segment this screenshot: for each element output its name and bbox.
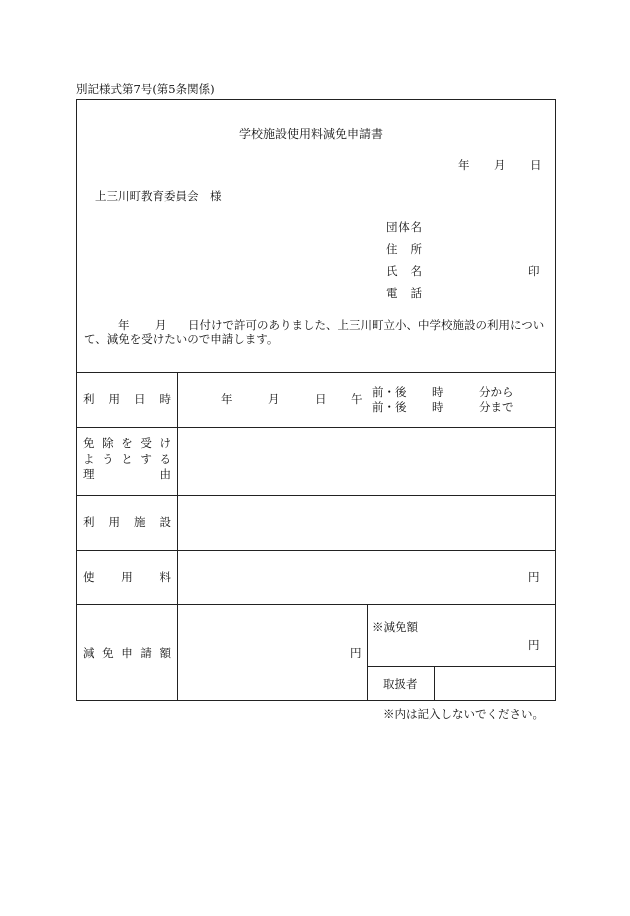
row-divider <box>367 666 556 667</box>
statement-line2: て、減免を受けたいので申請します。 <box>84 332 279 346</box>
usage-day-label: 日 <box>315 392 327 406</box>
statement-line1: 日付けで許可のありました、上三川町立小、中学校施設の利用につい <box>188 318 545 332</box>
start-minute-label: 分から <box>479 385 514 399</box>
date-year-label: 年 <box>458 158 470 172</box>
row-divider <box>76 495 556 496</box>
applicant-phone-label: 電 話 <box>386 286 422 300</box>
seal-label: 印 <box>528 264 540 278</box>
footnote: ※内は記入しないでください。 <box>383 707 544 721</box>
statement-year: 年 <box>118 318 130 332</box>
label-column-divider <box>177 372 178 701</box>
date-day-label: 日 <box>530 158 542 172</box>
addressee: 上三川町教育委員会 様 <box>95 189 222 203</box>
statement-month: 月 <box>155 318 167 332</box>
start-hour-label: 時 <box>432 385 444 399</box>
facility-label: 利 用 施 設 <box>83 515 171 529</box>
exemption-reason-label: 免 除 を 受 け よ う と す る 理 由 <box>83 436 171 481</box>
reduction-request-label: 減 免 申 請 額 <box>83 646 171 660</box>
fee-unit: 円 <box>528 570 540 584</box>
handler-label: 取扱者 <box>383 677 418 691</box>
applicant-name-label: 氏 名 <box>386 264 422 278</box>
applicant-address-label: 住 所 <box>386 242 422 256</box>
start-ampm-label: 前・後 <box>372 385 407 399</box>
end-minute-label: 分まで <box>479 400 514 414</box>
date-month-label: 月 <box>494 158 506 172</box>
row-divider <box>76 550 556 551</box>
column-divider <box>434 666 435 701</box>
applicant-organization-label: 団 体 名 <box>386 220 422 234</box>
end-ampm-label: 前・後 <box>372 400 407 414</box>
usage-year-label: 年 <box>221 392 233 406</box>
row-divider <box>76 427 556 428</box>
form-title: 学校施設使用料減免申請書 <box>239 127 384 141</box>
reduction-amount-unit: 円 <box>528 638 540 652</box>
usage-ampm-label: 午 <box>351 392 363 406</box>
usage-datetime-label: 利 用 日 時 <box>83 392 171 406</box>
usage-month-label: 月 <box>268 392 280 406</box>
end-hour-label: 時 <box>432 400 444 414</box>
row-divider <box>76 604 556 605</box>
fee-label: 使 用 料 <box>83 570 171 584</box>
table-top-border <box>76 372 556 373</box>
column-divider <box>367 604 368 701</box>
reduction-amount-label: ※減免額 <box>372 620 418 634</box>
form-number: 別記様式第7号(第5条関係) <box>76 82 215 96</box>
reduction-request-unit: 円 <box>350 646 362 660</box>
